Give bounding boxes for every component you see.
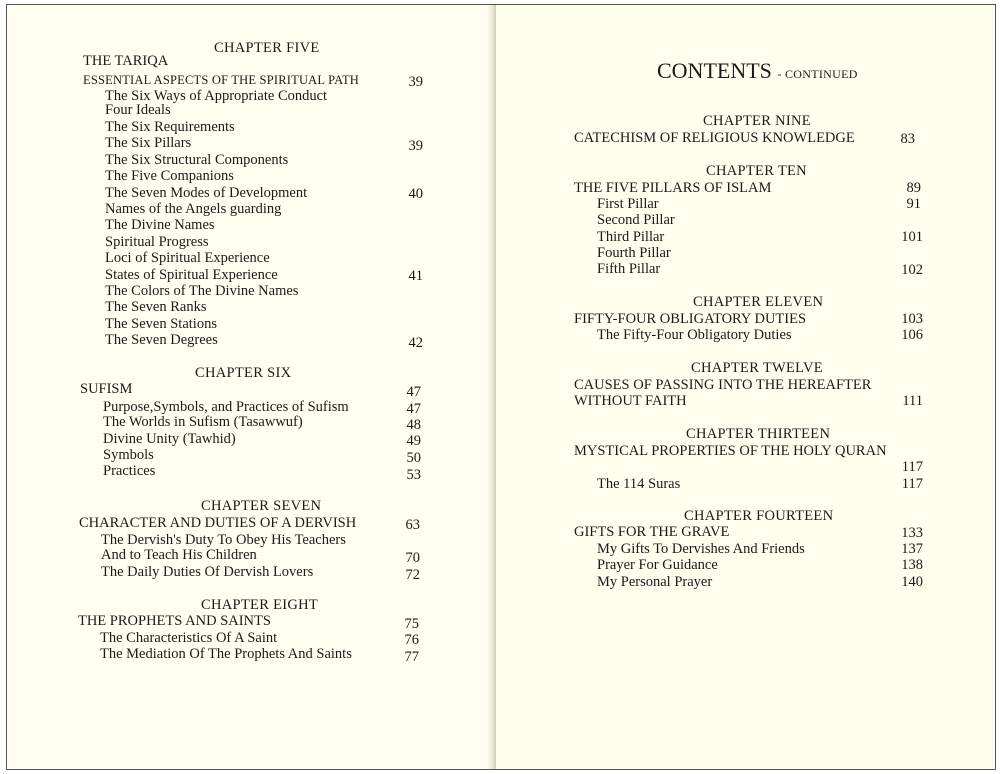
chapter-eight-title-page: 75 bbox=[404, 616, 419, 632]
chapter-twelve-title-2: WITHOUT FAITH bbox=[574, 393, 687, 409]
toc-page: 47 bbox=[406, 401, 421, 417]
toc-page: 138 bbox=[901, 557, 923, 573]
chapter-ten-title: THE FIVE PILLARS OF ISLAM bbox=[574, 180, 772, 196]
toc-entry: Fifth Pillar bbox=[597, 261, 661, 277]
toc-page: 53 bbox=[406, 467, 421, 483]
chapter-six-title-page: 47 bbox=[406, 384, 421, 400]
toc-page: 137 bbox=[901, 541, 923, 557]
toc-entry: The Fifty-Four Obligatory Duties bbox=[597, 327, 792, 343]
toc-entry: The 114 Suras bbox=[597, 476, 681, 492]
chapter-ten-heading: CHAPTER TEN bbox=[706, 163, 807, 179]
toc-entry: The Seven Degrees bbox=[105, 332, 218, 348]
toc-entry: The Colors of The Divine Names bbox=[105, 283, 299, 299]
chapter-six-title: SUFISM bbox=[80, 381, 133, 397]
toc-entry: The Seven Ranks bbox=[105, 299, 207, 315]
chapter-thirteen-title-page: 117 bbox=[901, 459, 923, 475]
toc-page: 42 bbox=[408, 335, 423, 351]
chapter-seven-title-page: 63 bbox=[405, 517, 420, 533]
toc-page: 41 bbox=[408, 268, 423, 284]
chapter-thirteen-heading: CHAPTER THIRTEEN bbox=[686, 426, 831, 442]
chapter-eleven-heading: CHAPTER ELEVEN bbox=[693, 294, 824, 310]
toc-entry: Symbols bbox=[103, 447, 154, 463]
toc-entry: The Characteristics Of A Saint bbox=[100, 630, 278, 646]
chapter-six-heading: CHAPTER SIX bbox=[195, 365, 292, 381]
chapter-eleven-title: FIFTY-FOUR OBLIGATORY DUTIES bbox=[574, 311, 807, 327]
chapter-twelve-title: CAUSES OF PASSING INTO THE HEREAFTER bbox=[574, 377, 872, 393]
toc-entry: Practices bbox=[103, 463, 156, 479]
contents-title: CONTENTS bbox=[657, 58, 772, 83]
toc-page: 39 bbox=[408, 138, 423, 154]
chapter-nine-title: CATECHISM OF RELIGIOUS KNOWLEDGE bbox=[574, 130, 855, 146]
chapter-eight-heading: CHAPTER EIGHT bbox=[201, 597, 319, 613]
toc-page: 40 bbox=[408, 186, 423, 202]
toc-page: 70 bbox=[405, 550, 420, 566]
toc-entry: The Seven Stations bbox=[105, 316, 217, 332]
toc-entry: Spiritual Progress bbox=[105, 234, 209, 250]
toc-page: 101 bbox=[901, 229, 923, 245]
chapter-twelve-heading: CHAPTER TWELVE bbox=[691, 360, 823, 376]
book-spread bbox=[6, 4, 996, 770]
toc-page: 77 bbox=[404, 649, 419, 665]
chapter-fourteen-title: GIFTS FOR THE GRAVE bbox=[574, 524, 730, 540]
toc-entry: The Seven Modes of Development bbox=[105, 185, 308, 201]
chapter-fourteen-heading: CHAPTER FOURTEEN bbox=[684, 508, 834, 524]
chapter-twelve-title-page: 111 bbox=[902, 393, 923, 409]
chapter-nine-heading: CHAPTER NINE bbox=[703, 113, 811, 129]
toc-entry: First Pillar bbox=[597, 196, 659, 212]
toc-entry: The Six Structural Components bbox=[105, 152, 289, 168]
contents-continued: - CONTINUED bbox=[777, 67, 858, 81]
chapter-five-subtitle: ESSENTIAL ASPECTS OF THE SPIRITUAL PATH bbox=[83, 73, 360, 87]
chapter-five-subtitle-page: 39 bbox=[408, 74, 423, 90]
toc-entry: The Mediation Of The Prophets And Saints bbox=[100, 646, 352, 662]
chapter-nine-title-page: 83 bbox=[900, 131, 915, 147]
chapter-seven-heading: CHAPTER SEVEN bbox=[201, 498, 322, 514]
toc-page: 102 bbox=[901, 262, 923, 278]
toc-entry: Loci of Spiritual Experience bbox=[105, 250, 270, 266]
toc-entry: The Six Requirements bbox=[105, 119, 235, 135]
toc-entry: Divine Unity (Tawhid) bbox=[103, 431, 236, 447]
chapter-five-title: THE TARIQA bbox=[83, 53, 169, 69]
contents-header bbox=[657, 59, 858, 86]
toc-entry: The Six Ways of Appropriate Conduct bbox=[105, 88, 328, 104]
toc-page: 117 bbox=[901, 476, 923, 492]
chapter-fourteen-title-page: 133 bbox=[901, 525, 923, 541]
toc-entry: Purpose,Symbols, and Practices of Sufism bbox=[103, 399, 349, 415]
toc-page: 72 bbox=[405, 567, 420, 583]
right-page bbox=[496, 5, 995, 769]
toc-page: 91 bbox=[906, 196, 921, 212]
toc-entry: Names of the Angels guarding bbox=[105, 201, 282, 217]
toc-entry: The Five Companions bbox=[105, 168, 234, 184]
toc-page: 106 bbox=[901, 327, 923, 343]
toc-entry: Four Ideals bbox=[105, 102, 171, 118]
chapter-five-heading: CHAPTER FIVE bbox=[214, 40, 320, 56]
toc-page: 49 bbox=[406, 433, 421, 449]
toc-entry: And to Teach His Children bbox=[101, 547, 257, 563]
toc-page: 140 bbox=[901, 574, 923, 590]
left-page bbox=[7, 5, 494, 769]
toc-entry: My Gifts To Dervishes And Friends bbox=[597, 541, 805, 557]
toc-page: 50 bbox=[406, 450, 421, 466]
toc-entry: Third Pillar bbox=[597, 229, 665, 245]
toc-entry: The Worlds in Sufism (Tasawwuf) bbox=[103, 414, 303, 430]
chapter-ten-title-page: 89 bbox=[906, 180, 921, 196]
toc-entry: States of Spiritual Experience bbox=[105, 267, 278, 283]
toc-entry: Second Pillar bbox=[597, 212, 675, 228]
chapter-thirteen-title: MYSTICAL PROPERTIES OF THE HOLY QURAN bbox=[574, 443, 887, 459]
toc-entry: The Six Pillars bbox=[105, 135, 192, 151]
chapter-eleven-title-page: 103 bbox=[901, 311, 923, 327]
chapter-seven-title: CHARACTER AND DUTIES OF A DERVISH bbox=[79, 515, 357, 531]
toc-entry: The Daily Duties Of Dervish Lovers bbox=[101, 564, 314, 580]
chapter-eight-title: THE PROPHETS AND SAINTS bbox=[78, 613, 271, 629]
toc-page: 48 bbox=[406, 417, 421, 433]
toc-entry: The Dervish's Duty To Obey His Teachers bbox=[101, 532, 346, 548]
toc-page: 76 bbox=[404, 632, 419, 648]
toc-entry: Fourth Pillar bbox=[597, 245, 671, 261]
toc-entry: My Personal Prayer bbox=[597, 574, 713, 590]
toc-entry: The Divine Names bbox=[105, 217, 215, 233]
toc-entry: Prayer For Guidance bbox=[597, 557, 718, 573]
